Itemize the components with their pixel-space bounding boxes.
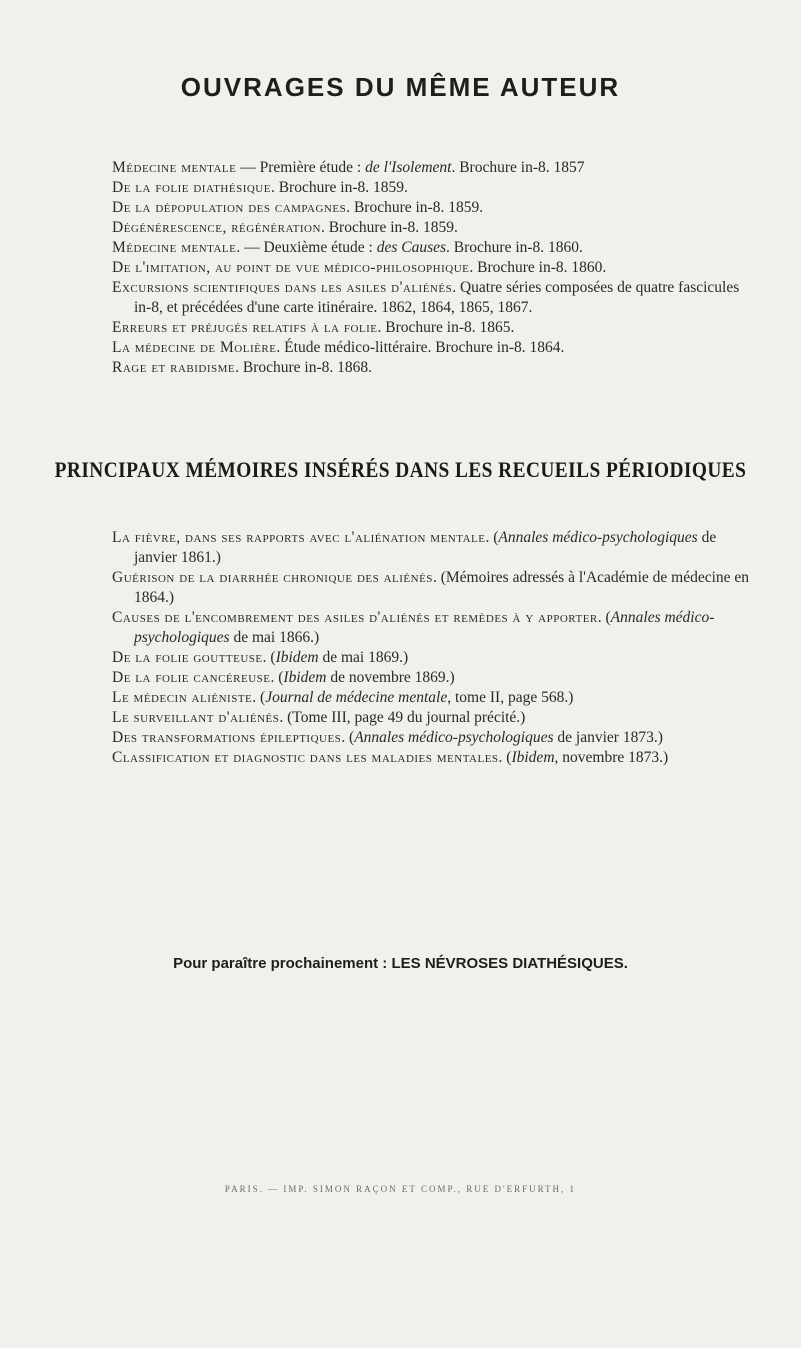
list-item bbox=[112, 688, 752, 708]
work-title: Excursions scientifiques dans les asiles d'aliénés bbox=[112, 279, 453, 296]
memoir-title: Le surveillant d'aliénés bbox=[112, 709, 280, 726]
list-item bbox=[112, 528, 752, 568]
memoir-after: de janvier 1873.) bbox=[553, 729, 663, 746]
list-item bbox=[112, 238, 752, 258]
work-text: . Brochure in-8. 1865. bbox=[377, 319, 515, 336]
memoir-text: . (Tome III, page 49 du journal précité.) bbox=[279, 709, 526, 726]
list-item bbox=[112, 338, 752, 358]
work-text: . Étude médico-littéraire. Brochure in-8. 1864. bbox=[276, 339, 565, 356]
list-item bbox=[112, 258, 752, 278]
memoir-title: De la folie goutteuse bbox=[112, 649, 263, 666]
memoir-after: de novembre 1869.) bbox=[326, 669, 455, 686]
memoir-text: . ( bbox=[485, 529, 499, 546]
memoir-text: . ( bbox=[498, 749, 512, 766]
memoir-text: . ( bbox=[252, 689, 266, 706]
work-text: . Brochure in-8. 1859. bbox=[320, 219, 458, 236]
memoir-text: . (Mémoires adressés à l'Académie de médecine en 1864.) bbox=[134, 569, 750, 606]
list-item bbox=[112, 748, 752, 768]
list-item bbox=[112, 158, 752, 178]
memoir-after: de mai 1869.) bbox=[318, 649, 409, 666]
work-title: Erreurs et préjugés relatifs à la folie bbox=[112, 319, 378, 336]
memoir-italic: Annales médico-psychologiques bbox=[498, 529, 698, 546]
work-italic: des Causes bbox=[376, 239, 447, 256]
memoir-text: . ( bbox=[262, 649, 276, 666]
memoir-italic: Ibidem bbox=[275, 649, 319, 666]
list-item bbox=[112, 278, 752, 318]
works-list bbox=[112, 158, 752, 378]
list-item bbox=[112, 668, 752, 688]
memoir-italic: Ibidem bbox=[511, 749, 555, 766]
memoir-italic: Annales médico-psychologiques bbox=[354, 729, 554, 746]
memoir-text: . ( bbox=[270, 669, 284, 686]
work-after: . Brochure in-8. 1860. bbox=[446, 239, 583, 256]
work-text: . Brochure in-8. 1859. bbox=[346, 199, 484, 216]
memoir-title: Le médecin aliéniste bbox=[112, 689, 253, 706]
list-item bbox=[112, 608, 752, 648]
list-item bbox=[112, 728, 752, 748]
memoir-title: La fièvre, dans ses rapports avec l'aliénation mentale bbox=[112, 529, 486, 546]
memoir-text: . ( bbox=[341, 729, 355, 746]
work-after: . Brochure in-8. 1857 bbox=[451, 159, 585, 176]
memoir-italic: Annales médico-psychologiques bbox=[134, 609, 715, 646]
section-title: PRINCIPAUX MÉMOIRES INSÉRÉS DANS LES RECUEILS PÉRIODIQUES bbox=[54, 457, 747, 482]
list-item bbox=[112, 318, 752, 338]
work-title: Médecine mentale bbox=[112, 239, 237, 256]
work-title: Médecine mentale bbox=[112, 159, 237, 176]
list-item bbox=[112, 708, 752, 728]
work-italic: de l'Isolement bbox=[365, 159, 452, 176]
work-title: Dégénérescence, régénération bbox=[112, 219, 321, 236]
memoir-title: Classification et diagnostic dans les maladies mentales bbox=[112, 749, 499, 766]
list-item bbox=[112, 358, 752, 378]
memoir-after: de mai 1866.) bbox=[229, 629, 320, 646]
work-text: . Quatre séries composées de quatre fascicules in-8, et précédées d'une carte itinéraire. 1862, 1864, 1865, 1867. bbox=[134, 279, 740, 316]
page-title: OUVRAGES DU MÊME AUTEUR bbox=[180, 72, 621, 102]
list-item bbox=[112, 178, 752, 198]
work-title: De l'imitation, au point de vue médico-philosophique bbox=[112, 259, 470, 276]
memoir-title: Causes de l'encombrement des asiles d'aliénés et remèdes à y apporter bbox=[112, 609, 598, 626]
work-title: La médecine de Molière bbox=[112, 339, 277, 356]
list-item bbox=[112, 568, 752, 608]
memoir-italic: Ibidem bbox=[283, 669, 327, 686]
work-text: . — Deuxième étude : bbox=[236, 239, 377, 256]
work-title: De la folie diathésique bbox=[112, 179, 271, 196]
memoir-after: , novembre 1873.) bbox=[554, 749, 669, 766]
list-item bbox=[112, 648, 752, 668]
work-title: Rage et rabidisme bbox=[112, 359, 236, 376]
memoir-title: De la folie cancéreuse bbox=[112, 669, 271, 686]
work-text: . Brochure in-8. 1860. bbox=[469, 259, 607, 276]
work-title: De la dépopulation des campagnes bbox=[112, 199, 347, 216]
memoir-text: . ( bbox=[597, 609, 611, 626]
work-text: . Brochure in-8. 1859. bbox=[270, 179, 408, 196]
printer-imprint: PARIS. — IMP. SIMON RAÇON ET COMP., RUE D'ERFURTH, 1 bbox=[224, 1184, 577, 1194]
memoir-title: Guérison de la diarrhée chronique des aliénés bbox=[112, 569, 433, 586]
work-text: . Brochure in-8. 1868. bbox=[235, 359, 373, 376]
memoir-italic: Journal de médecine mentale bbox=[265, 689, 448, 706]
forthcoming-announcement: Pour paraître prochainement : LES NÉVROSES DIATHÉSIQUES. bbox=[173, 955, 628, 972]
list-item bbox=[112, 218, 752, 238]
list-item bbox=[112, 198, 752, 218]
memoir-after: , tome II, page 568.) bbox=[447, 689, 574, 706]
memoirs-list bbox=[112, 528, 752, 768]
memoir-title: Des transformations épileptiques bbox=[112, 729, 342, 746]
memoir-after: de janvier 1861.) bbox=[134, 529, 717, 566]
work-text: — Première étude : bbox=[236, 159, 366, 176]
